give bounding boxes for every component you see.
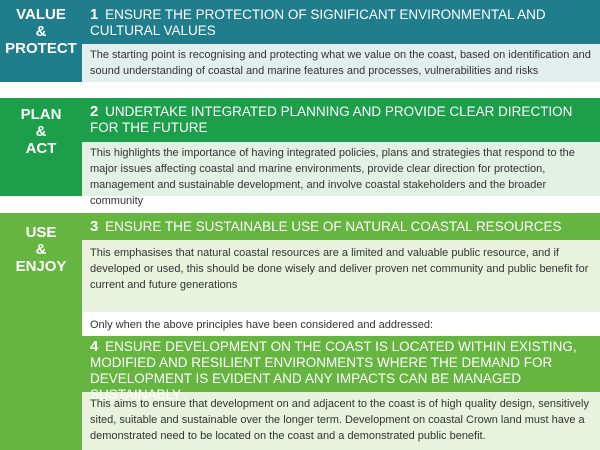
principle-number: 2 [90,103,99,120]
principle-number: 4 [90,338,99,355]
label-word-1: VALUE [16,6,66,23]
principle-title: ENSURE DEVELOPMENT ON THE COAST IS LOCATED WITHIN EXISTING, MODIFIED AND RESILIENT ENVIRONMENTS WHERE THE DEMAND FOR DEVELOPMENT IS EVIDENT AND ANY IMPACTS CAN BE MANAGED SUSTAINABLY [90,339,577,402]
intermediate-note: Only when the above principles have been considered and addressed: [90,319,434,331]
label-ampersand: & [35,241,47,258]
section-1-label [0,6,82,57]
section-3-body: This emphasises that natural coastal resources are a limited and valuable public resource, and if developed or used, this should be done wisely and deliver proven net community and public benefit for current and future generations [90,247,589,291]
section-1-body: The starting point is recognising and protecting what we value on the coast, based on identification and sound understanding of coastal and marine features and processes, vulnerabilities and risks [90,49,591,77]
principle-title: UNDERTAKE INTEGRATED PLANNING AND PROVIDE CLEAR DIRECTION FOR THE FUTURE [90,104,573,135]
principle-title: ENSURE THE PROTECTION OF SIGNIFICANT ENVIRONMENTAL AND CULTURAL VALUES [90,7,546,38]
section-value-protect [0,0,600,82]
section-3-heading [90,219,595,235]
principle-number: 3 [90,218,99,235]
section-4-body: This aims to ensure that development on and adjacent to the coast is of high quality design, sensitively sited, suitable and sustainable over the longer term. Development on coastal Crown land must have a demonstrated need to be located on the coast and a demonstrated public benefit. [90,398,589,442]
label-word-2: PROTECT [5,40,77,57]
section-2-heading [90,104,595,136]
label-word-1: PLAN [20,106,62,123]
section-use-enjoy [0,213,600,450]
label-ampersand: & [35,23,47,40]
principle-title: ENSURE THE SUSTAINABLE USE OF NATURAL COASTAL RESOURCES [105,219,562,234]
label-word-2: ACT [25,140,57,157]
section-4-heading [90,339,595,403]
section-1-heading [90,7,595,39]
section-plan-act [0,98,600,207]
label-ampersand: & [35,123,47,140]
label-word-2: ENJOY [15,258,67,275]
section-3-label [0,224,82,275]
section-2-body: This highlights the importance of having integrated policies, plans and strategies that respond to the major issues affecting coastal and marine environments, provide clear direction for protection, management and sustainable development, and involve coastal stakeholders and the broader community [90,147,575,207]
label-word-1: USE [25,224,57,241]
principle-number: 1 [90,6,99,23]
section-2-label [0,106,82,157]
